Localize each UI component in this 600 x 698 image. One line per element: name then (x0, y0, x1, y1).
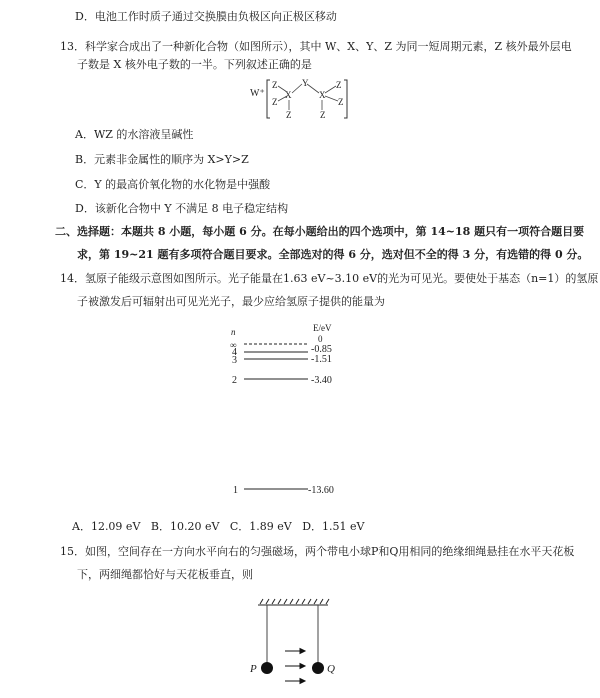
field-arrows (285, 649, 305, 684)
molecule-structure-figure (250, 78, 347, 120)
section-2-header-cont: 求，第 19~21 题有多项符合题目要求。全部选对的得 6 分，选对但不全的得 3 分，有选错的得 0 分。 (77, 248, 589, 261)
svg-text:Z: Z (272, 80, 278, 90)
svg-text:-13.60: -13.60 (308, 485, 334, 496)
svg-text:E/eV: E/eV (313, 323, 332, 333)
option-12-d: D．电池工作时质子通过交换膜由负极区向正极区移动 (75, 10, 337, 23)
ball-q (312, 662, 324, 674)
question-14-options: A．12.09 eV B．10.20 eV C．1.89 eV D．1.51 eV (72, 520, 365, 533)
option-13-d: D．该新化合物中 Y 不满足 8 电子稳定结构 (75, 202, 289, 215)
question-13-text-cont: 子数是 X 核外电子数的一半。下列叙述正确的是 (77, 58, 312, 71)
option-13-a: A．WZ 的水溶液呈碱性 (75, 128, 194, 141)
svg-text:-0.85: -0.85 (311, 344, 332, 355)
svg-text:1: 1 (233, 485, 238, 496)
pendulum-figure (249, 599, 335, 684)
svg-text:n: n (231, 327, 236, 337)
question-13-text: 13．科学家合成出了一种新化合物（如图所示），其中 W、X、Y、Z 为同一短周期元素，Z 核外最外层电 (60, 40, 572, 53)
svg-text:Z: Z (286, 110, 292, 120)
svg-text:X: X (285, 90, 292, 100)
energy-level-diagram (230, 323, 334, 496)
svg-text:Z: Z (320, 110, 326, 120)
question-15-text-cont: 下，两细绳都恰好与天花板垂直，则 (77, 568, 253, 581)
svg-text:Y: Y (302, 78, 309, 88)
svg-text:Z: Z (272, 97, 278, 107)
section-2-header: 二、选择题：本题共 8 小题，每小题 6 分。在每小题给出的四个选项中，第 14~18 题只有一项符合题目要 (55, 225, 585, 238)
option-13-c: C．Y 的最高价氧化物的水化物是中强酸 (75, 178, 271, 191)
question-14-text: 14．氢原子能级示意图如图所示。光子能量在1.63 eV~3.10 eV的光为可见光。要使处于基态（n=1）的氢原 (60, 272, 599, 285)
svg-text:Q: Q (327, 663, 335, 675)
svg-text:3: 3 (232, 355, 237, 366)
svg-text:Z: Z (336, 80, 342, 90)
svg-text:P: P (250, 663, 257, 675)
ball-p (261, 662, 273, 674)
svg-text:0: 0 (318, 334, 323, 344)
svg-text:4: 4 (232, 347, 237, 358)
question-14-text-cont: 子被激发后可辐射出可见光光子，最少应给氢原子提供的能量为 (77, 295, 385, 308)
svg-text:-1.51: -1.51 (311, 354, 332, 365)
svg-text:Z: Z (338, 97, 344, 107)
option-13-b: B．元素非金属性的顺序为 X>Y>Z (75, 153, 249, 166)
svg-text:∞: ∞ (230, 340, 237, 350)
svg-text:-3.40: -3.40 (311, 375, 332, 386)
svg-text:2: 2 (232, 375, 237, 386)
cation-label: W⁺ (250, 88, 265, 99)
question-15-text: 15．如图，空间存在一方向水平向右的匀强磁场，两个带电小球P和Q用相同的绝缘细绳悬挂在水平天花板 (60, 545, 575, 558)
svg-text:X: X (319, 90, 326, 100)
